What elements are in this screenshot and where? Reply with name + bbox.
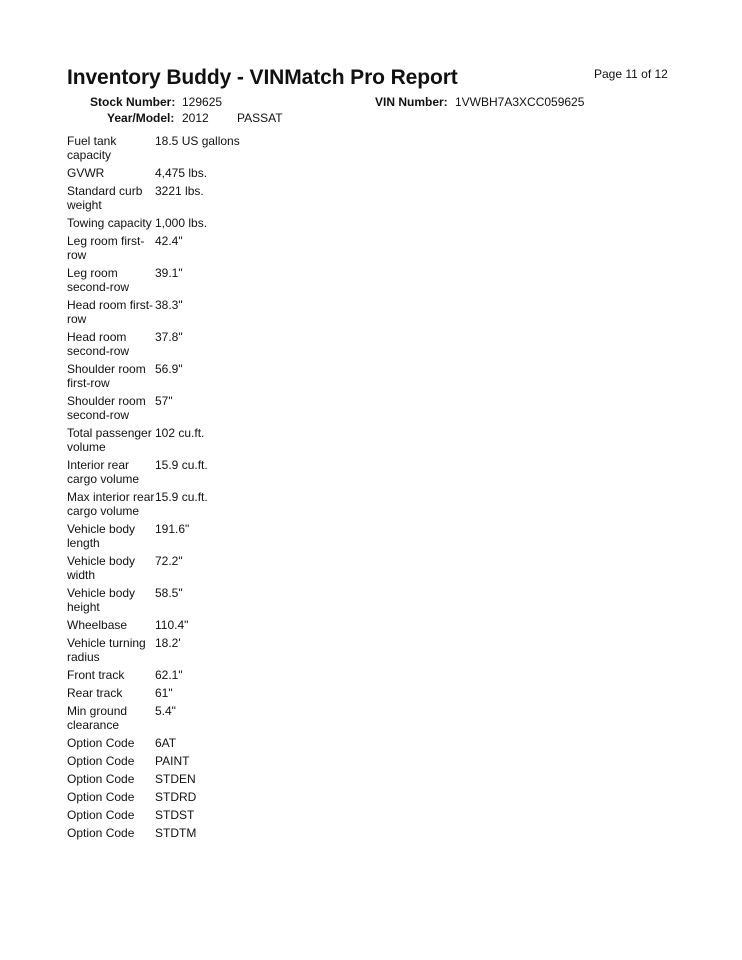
spec-row: [67, 618, 307, 636]
spec-label: Option Code: [67, 754, 135, 768]
spec-value: 39.1": [155, 266, 183, 280]
spec-value: 37.8": [155, 330, 183, 344]
spec-row: [67, 266, 307, 298]
spec-row: [67, 134, 307, 166]
year-value: 2012: [182, 111, 209, 125]
spec-table: [67, 134, 307, 844]
spec-row: [67, 808, 307, 826]
spec-value: STDRD: [155, 790, 197, 804]
model-value: PASSAT: [237, 111, 283, 125]
report-title: Inventory Buddy - VINMatch Pro Report: [67, 66, 458, 89]
spec-label: Shoulder room second-row: [67, 394, 146, 422]
spec-label: Standard curb weight: [67, 184, 143, 212]
spec-label: Shoulder room first-row: [67, 362, 146, 390]
spec-row: [67, 668, 307, 686]
spec-row: [67, 298, 307, 330]
spec-row: [67, 754, 307, 772]
spec-row: [67, 426, 307, 458]
spec-value: 57": [155, 394, 173, 408]
spec-row: [67, 490, 307, 522]
spec-row: [67, 458, 307, 490]
spec-row: [67, 330, 307, 362]
spec-value: STDST: [155, 808, 195, 822]
spec-row: [67, 234, 307, 266]
spec-value: 72.2": [155, 554, 183, 568]
spec-row: [67, 522, 307, 554]
spec-label: Option Code: [67, 808, 135, 822]
spec-value: STDEN: [155, 772, 196, 786]
spec-row: [67, 686, 307, 704]
spec-row: [67, 554, 307, 586]
spec-label: Rear track: [67, 686, 123, 700]
spec-label: Head room second-row: [67, 330, 130, 358]
spec-value: 42.4": [155, 234, 183, 248]
spec-label: Total passenger volume: [67, 426, 152, 454]
spec-label: Leg room second-row: [67, 266, 130, 294]
spec-row: [67, 826, 307, 844]
spec-label: Interior rear cargo volume: [67, 458, 140, 486]
spec-value: 191.6": [155, 522, 190, 536]
spec-row: [67, 184, 307, 216]
spec-value: 4,475 lbs.: [155, 166, 208, 180]
stock-number-value: 129625: [182, 95, 223, 109]
spec-value: 61": [155, 686, 173, 700]
spec-value: STDTM: [155, 826, 197, 840]
spec-label: Front track: [67, 668, 125, 682]
spec-label: Towing capacity: [67, 216, 152, 230]
spec-row: [67, 216, 307, 234]
spec-label: Option Code: [67, 736, 135, 750]
spec-value: 3221 lbs.: [155, 184, 204, 198]
spec-value: 38.3": [155, 298, 183, 312]
spec-label: Option Code: [67, 790, 135, 804]
year-model-label: Year/Model:: [107, 111, 175, 125]
spec-table-body: [67, 134, 307, 844]
spec-label: Min ground clearance: [67, 704, 128, 732]
vin-number-value: 1VWBH7A3XCC059625: [455, 95, 585, 109]
spec-label: GVWR: [67, 166, 105, 180]
spec-row: [67, 394, 307, 426]
spec-label: Option Code: [67, 826, 135, 840]
spec-row: [67, 586, 307, 618]
spec-value: 15.9 cu.ft.: [155, 458, 208, 472]
spec-label: Vehicle body width: [67, 554, 136, 582]
page-number: Page 11 of 12: [594, 67, 668, 81]
spec-label: Max interior rear cargo volume: [67, 490, 155, 518]
spec-value: 5.4": [155, 704, 176, 718]
spec-label: Vehicle body height: [67, 586, 136, 614]
spec-value: 18.5 US gallons: [155, 134, 240, 148]
spec-value: 110.4": [155, 618, 189, 632]
spec-value: 15.9 cu.ft.: [155, 490, 208, 504]
spec-label: Leg room first-row: [67, 234, 145, 262]
spec-label: Vehicle body length: [67, 522, 136, 550]
spec-row: [67, 166, 307, 184]
spec-row: [67, 636, 307, 668]
stock-number-label: Stock Number:: [90, 95, 176, 109]
spec-row: [67, 772, 307, 790]
spec-row: [67, 736, 307, 754]
spec-label: Vehicle turning radius: [67, 636, 146, 664]
spec-value: 1,000 lbs.: [155, 216, 208, 230]
spec-value: 6AT: [155, 736, 177, 750]
spec-row: [67, 790, 307, 808]
spec-value: 102 cu.ft.: [155, 426, 205, 440]
spec-value: 56.9": [155, 362, 183, 376]
spec-row: [67, 362, 307, 394]
spec-value: 58.5": [155, 586, 183, 600]
spec-label: Wheelbase: [67, 618, 128, 632]
spec-label: Option Code: [67, 772, 135, 786]
spec-value: 18.2': [155, 636, 181, 650]
spec-label: Fuel tank capacity: [67, 134, 117, 162]
spec-row: [67, 704, 307, 736]
spec-value: 62.1": [155, 668, 183, 682]
spec-label: Head room first-row: [67, 298, 154, 326]
spec-value: PAINT: [155, 754, 190, 768]
vin-number-label: VIN Number:: [375, 95, 448, 109]
